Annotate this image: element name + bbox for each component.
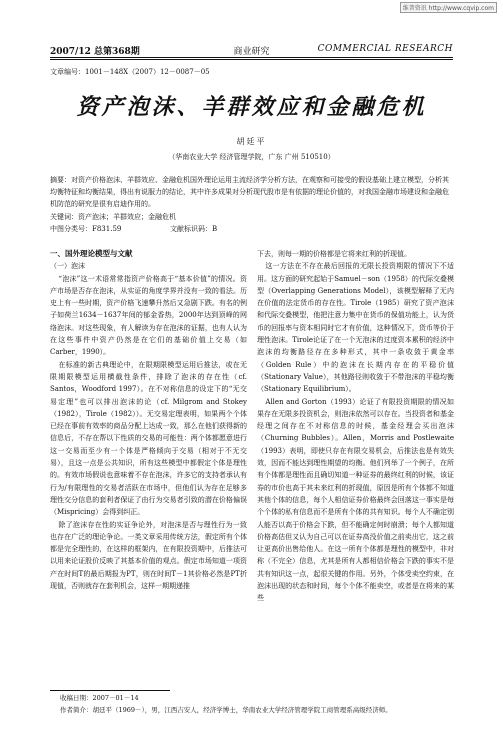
journal-name: 商业研究: [233, 47, 270, 57]
received-date: 收稿日期：2007－01－14: [60, 694, 139, 702]
header-rule-double: [50, 59, 453, 60]
classification-code: 中图分类号：F831.59: [50, 225, 122, 233]
paragraph: 下去，则每一期的价格都是它将来红利的折现值。: [257, 250, 411, 258]
paragraph: 这一方法在不存在最后回报的无限长投资期限的情况下不适用。这方面的研究起始于Samuel－son（1958）的代际交叠模型（Overlapping Generations Model），该模型解释了无内在价值的法定货币的存在性。Tirole（1985）研究了资产泡沫和代际交叠模型，他把注意力集中在货币的保值功能上，认为货币的回报率与资本相同时它才有价值，这种情况下，货币等价于理性泡沫。Tirole论证了在一个无泡沫的过度资本累积的经济中泡沫的均衡路径存在多种形式，其中一条收敛于黄金率（Golden Rule）中的泡沫在长期内存在的平稳价值（Stationary Value），其他路径则收敛于不带泡沫的平稳均衡（Stationary Equilibrium）。: [257, 262, 454, 394]
right-column: [257, 248, 454, 605]
issue-info: 2007/12 总第368期: [50, 47, 140, 57]
author-bio: 作者简介：胡廷平（1969－），男，江西吉安人，经济学博士，华南农业大学经济管理学院工商管理系高级经济师。: [60, 706, 392, 714]
section-heading: 一、国外理论模型与文献: [50, 249, 133, 258]
keywords: 关键词：资产泡沫；羊群效应；金融危机: [50, 213, 176, 221]
paragraph: Allen and Gorton（1993）论证了有限投资期限的情况如果存在无限多投资机会，则泡沫依然可以存在。当投资者和基金经理之间存在不对称信息的时候，基金经理会买出泡沫（Churning Bubbles）。Allen，Morris and Postlewaite（1993）表明，即使只存在有限交易机会，后推法也是有效失效，因而不能达到理性期望的均衡。他们列举了一个例子，在所有个体都是理性而且确切知道一种证券的最终红利的时候，该证券的市价也高于其未来红利的折现值，原因是所有个体都不知道其他个体的信息，每个人相信证券价格最终会回落这一事实是每个个体的私有信息而不是所有个体的共有知识。每个人不确定别人能否以高于价格会下跌，但不能确定何时崩溃；每个人都知道价格高估但又认为自己可以在证券高没价值之前卖出它，这之前让更高价出售给他人。在这一所有个体都是理性的模型中，非对称（不完全）信息，尤其是所有人都相信价格会下跌的事实不是共有知识这一点，起很关键的作用。另外，个体受卖空约束，在泡沫出现的状态和时间，每个个体不能卖空，或者是在将来的某些: [257, 397, 454, 603]
paragraph: 在标准的新古典理论中，在限期限模型运用后推法，或在无限期限模型运用横截性条件，排除了泡沫的存在性（cf. Santos，Woodford 1997）。在不对称信息的设定下的“无交易定理”也可以排出泡沫的论（cf. Milgrom and Stokey（1982），Tirole（1982））。无交易定理表明，如果两个个体已经在事前有效率的商品分配上达成一致，那么在他们获得新的信息后，不存在帮以下性质的交易的可能性：两个体都愿意进行这一交易而至少有一个体是严格倾向于交易（相对于不无交易），且这一点是公共知识，所有这些模型中都假定个体是理性的。有效市场假说也意味着不存在泡沫，许多它的支持者承认有行为/有限理性的交易者活跃在市场中，但他们认为存在足够多理性交分信息的套利者保证了由行为交易者引致的潜在价格偏误（Mispricing）会得到纠正。: [50, 360, 247, 517]
abstract: [50, 174, 453, 210]
page-title: 资产泡沫、羊群效应和金融危机: [76, 94, 427, 120]
header-rule: [50, 57, 453, 58]
document-code: 文献标识码：B: [170, 225, 218, 233]
paragraph: 除了泡沫存在性的实证争论外，对泡沫是否与理性行为一致也存在广泛的理论争论。一类文章采用传统方法，假定所有个体都是完全理性的，在这样的框架内，在有限投资期中，后推法可以用来论证股价反映了其基本价值的观点。假定市场知道一项资产在时间T的最后期报为PT，则在时间T－1其价格必然是PT折现值，否则就存在套利机会，这样一期期递推: [50, 520, 247, 591]
watermark: 维普资讯 http://www.cqvip.com: [400, 2, 497, 13]
author-name: 胡廷平: [236, 137, 267, 146]
abstract-text: 摘要：对资产价格泡沫、羊群效应、金融危机国外理论运用主流经济学分析方法，在观察和可接受的假设基础上建立模型，分析其均衡特征和均衡结果，得出有说服力的结论，其中许多成果对分析现代股市是有依据的理论价值的，对我国金融市场建设和金融危机防范的研究是很有启迪作用的。: [50, 176, 449, 208]
author-affiliation: （华南农业大学 经济管理学院，广东 广州 510510）: [168, 153, 335, 161]
running-header: [50, 44, 453, 58]
paragraph: “泡沫”这一术语常常指资产价格高于“基本价值”的情况。资产市场是否存在泡沫，从实证的角度学界并没有一致的看法。历史上有一些时期，资产价格飞速攀升然后又急剧下跌。有名的例子如荷兰1634－1637年间的郁金香热，2000年达到顶峰的网络泡沫。对这些现象，有人解读为存在泡沫的证据，也有人认为在这些事件中资产仍然是在它们的基础价值上交易（如Carber，1990）。: [50, 274, 247, 357]
footnote-rule: [50, 690, 170, 691]
left-column: [50, 248, 247, 592]
subsection-heading: （一）泡沫: [50, 262, 85, 271]
article-id: 文章编号：1001－148X（2007）12－0087－05: [50, 68, 210, 76]
classification-line: [50, 224, 453, 234]
journal-english-name: COMMERCIAL RESEARCH: [317, 44, 453, 54]
